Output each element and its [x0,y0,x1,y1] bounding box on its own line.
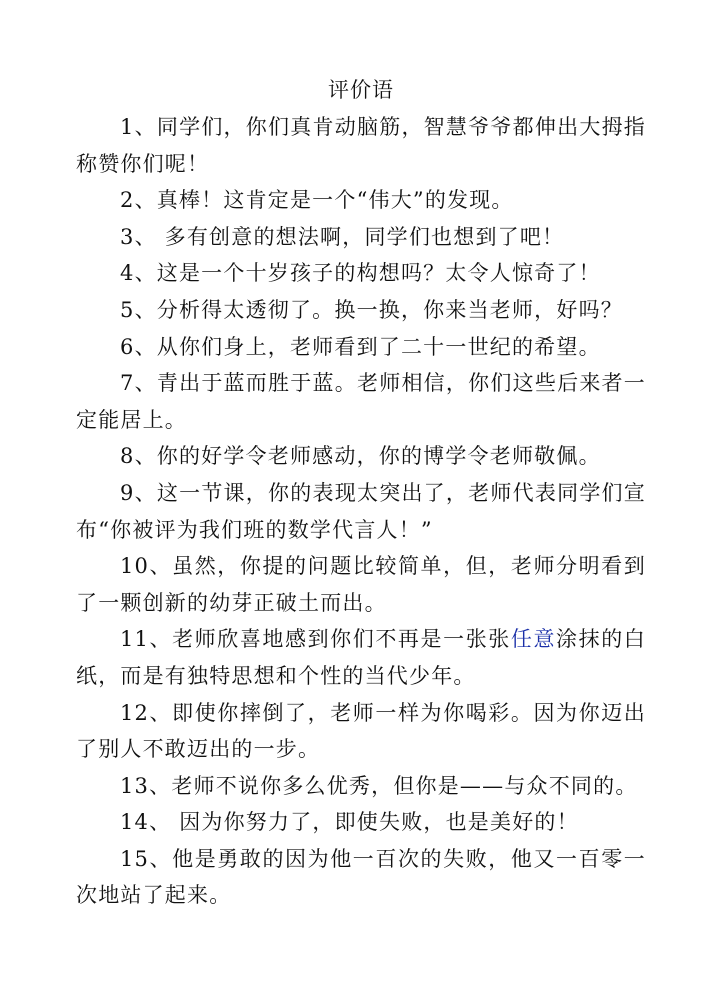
item-separator: 、 [134,261,157,286]
list-item-1 [76,109,646,182]
item-number: 14 [120,810,150,835]
item-separator: 、 [149,700,173,725]
item-text: 多有创意的想法啊，同学们也想到了吧！ [156,224,565,249]
list-item-4 [76,255,646,292]
item-text: 涂抹的白纸，而是有独特思想和个性的当代少年。 [76,627,646,688]
list-item-8 [76,438,646,475]
item-number: 15 [120,846,150,871]
item-separator: 、 [149,554,173,579]
item-number: 3 [120,224,135,249]
item-number: 2 [120,188,135,213]
item-separator: 、 [134,188,157,213]
item-number: 12 [120,700,150,725]
item-separator: 、 [134,371,157,396]
item-separator: 、 [134,297,157,322]
item-text: 老师不说你多么优秀，但你是——与众不同的。 [171,773,638,798]
item-separator: 、 [134,444,157,469]
item-text: 老师欣喜地感到你们不再是一张张 [172,627,511,652]
list-item-11 [76,621,646,694]
item-number: 4 [120,261,135,286]
item-text: 虽然，你提的问题比较简单，但，老师分明看到了一颗创新的幼芽正破土而出。 [76,554,647,615]
item-number: 8 [120,444,135,469]
list-item-2 [76,182,646,219]
item-separator: 、 [134,480,157,505]
list-item-15 [76,841,646,914]
item-text: 你的好学令老师感动，你的博学令老师敬佩。 [156,444,601,469]
item-text: 从你们身上，老师看到了二十一世纪的希望。 [156,334,601,359]
item-text: 这一节课，你的表现太突出了，老师代表同学们宣布“你被评为我们班的数学代言人！” [76,480,646,542]
item-text: 他是勇敢的因为他一百次的失败，他又一百零一次地站了起来。 [76,846,647,908]
list-item-14 [76,804,646,841]
item-separator: 、 [134,115,157,139]
item-text: 青出于蓝而胜于蓝。老师相信，你们这些后来者一定能居上。 [76,371,646,432]
item-text: 分析得太透彻了。换一换，你来当老师，好吗？ [156,297,623,322]
list-item-12 [76,695,646,768]
list-item-10 [76,548,646,621]
list-item-3 [76,219,646,256]
item-number: 11 [120,627,150,652]
list-item-9 [76,475,646,548]
list-item-5 [76,292,646,329]
list-item-6 [76,329,646,366]
page-title: 评价语 [328,78,394,102]
item-number: 10 [120,554,150,579]
item-number: 6 [120,334,135,359]
list-item-13 [76,768,646,805]
item-separator: 、 [149,810,172,835]
item-text: 即使你摔倒了，老师一样为你喝彩。因为你迈出了别人不敢迈出的一步。 [76,700,647,762]
item-text: 因为你努力了，即使失败，也是美好的！ [171,810,579,835]
list-item-7 [76,365,646,438]
item-number: 7 [120,371,135,396]
highlighted-word: 任意 [510,627,557,652]
item-separator: 、 [134,334,157,359]
item-text: 真棒！这肯定是一个“伟大”的发现。 [156,188,514,213]
item-separator: 、 [149,846,173,871]
item-separator: 、 [149,773,172,798]
item-number: 1 [120,115,135,139]
item-number: 13 [120,773,150,798]
item-number: 9 [120,480,135,505]
item-separator: 、 [149,627,173,652]
item-text: 这是一个十岁孩子的构想吗？太令人惊奇了！ [156,261,601,286]
evaluation-list [76,109,646,914]
item-number: 5 [120,297,135,322]
item-separator: 、 [134,224,157,249]
item-text: 同学们，你们真肯动脑筋，智慧爷爷都伸出大拇指称赞你们呢！ [76,115,646,176]
